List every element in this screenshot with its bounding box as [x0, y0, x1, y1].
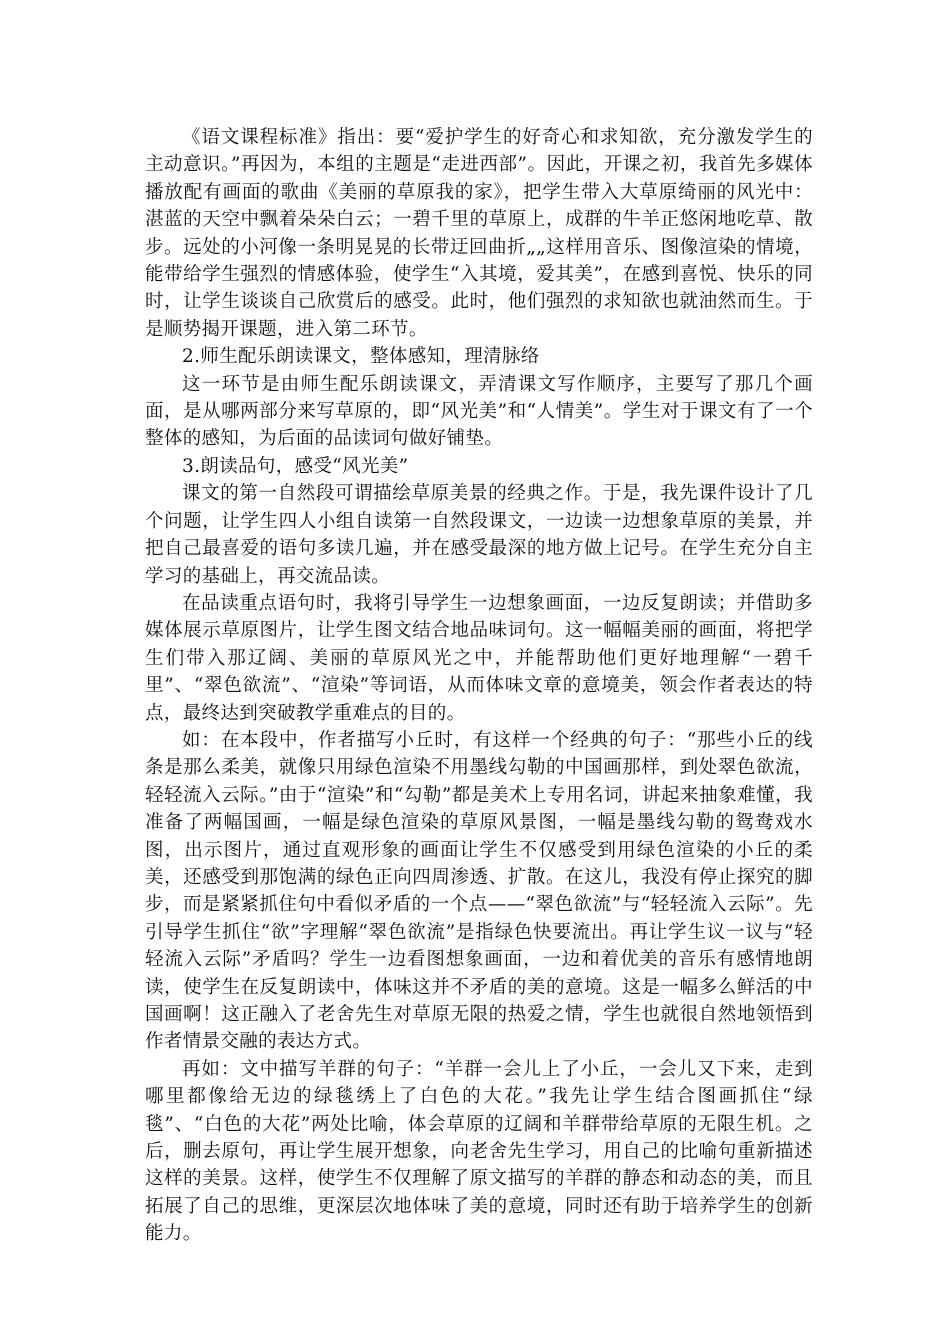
paragraph-reading-overview: 这一环节是由师生配乐朗读课文，弄清课文写作顺序，主要写了那几个画面，是从哪两部分来写草原的，即“风光美”和“人情美”。学生对于课文有了一个整体的感知，为后面的品读词句做好铺垫。	[145, 373, 813, 450]
paragraph-hills-example: 如：在本段中，作者描写小丘时，有这样一个经典的句子：“那些小丘的线条是那么柔美，就像只用绿色渲染不用墨线勾勒的中国画那样，到处翠色欲流，轻轻流入云际。”由于“渲染”和“勾勒”都是美术上专用名词，讲起来抽象难懂，我准备了两幅国画，一幅是绿色渲染的草原风景图，一幅是墨线勾勒的鸳鸯戏水图，出示图片，通过直观形象的画面让学生不仅感受到用绿色渲染的小丘的柔美，还感受到那饱满的绿色正向四周渗透、扩散。在这儿，我没有停止探究的脚步，而是紧紧抓住句中看似矛盾的一个点——“翠色欲流”与“轻轻流入云际”。先引导学生抓住“欲”字理解“翠色欲流”是指绿色快要流出。再让学生议一议与“轻轻流入云际”矛盾吗？学生一边看图想象画面，一边和着优美的音乐有感情地朗读，使学生在反复朗读中，体味这并不矛盾的美的意境。这是一幅多么鲜活的中国画啊！这正融入了老舍先生对草原无限的热爱之情，学生也就很自然地领悟到作者情景交融的表达方式。	[145, 729, 813, 1053]
paragraph-first-section: 课文的第一自然段可谓描绘草原美景的经典之作。于是，我先课件设计了几个问题，让学生四人小组自读第一自然段课文，一边读一边想象草原的美景，并把自己最喜爱的语句多读几遍，并在感受最深的地方做上记号。在学生充分自主学习的基础上，再交流品读。	[145, 483, 813, 587]
document-page	[145, 124, 813, 1248]
section-heading-3: 3.朗读品句，感受“风光美”	[182, 455, 409, 477]
paragraph-key-sentences: 在品读重点语句时，我将引导学生一边想象画面，一边反复朗读；并借助多媒体展示草原图片，让学生图文结合地品味词句。这一幅幅美丽的画面，将把学生们带入那辽阔、美丽的草原风光之中，并能帮助他们更好地理解“一碧千里”、“翠色欲流”、“渲染”等词语，从而体味文章的意境美，领会作者表达的特点，最终达到突破教学重难点的目的。	[145, 592, 813, 724]
section-heading-2: 2.师生配乐朗读课文，整体感知，理清脉络	[182, 346, 540, 368]
paragraph-intro-music: 《语文课程标准》指出：要“爱护学生的好奇心和求知欲，充分激发学生的主动意识。”再因为，本组的主题是“走进西部”。因此，开课之初，我首先多媒体播放配有画面的歌曲《美丽的草原我的家》，把学生带入大草原绮丽的风光中：湛蓝的天空中飘着朵朵白云；一碧千里的草原上，成群的牛羊正悠闲地吃草、散步。远处的小河像一条明晃晃的长带迂回曲折„„这样用音乐、图像渲染的情境，能带给学生强烈的情感体验，使学生“入其境，爱其美”，在感到喜悦、快乐的同时，让学生谈谈自己欣赏后的感受。此时，他们强烈的求知欲也就油然而生。于是顺势揭开课题，进入第二环节。	[145, 127, 813, 340]
paragraph-sheep-example: 再如：文中描写羊群的句子：“羊群一会儿上了小丘，一会儿又下来，走到哪里都像给无边的绿毯绣上了白色的大花。”我先让学生结合图画抓住“绿毯”、“白色的大花”两处比喻，体会草原的辽阔和羊群带给草原的无限生机。之后，删去原句，再让学生展开想象，向老舍先生学习，用自己的比喻句重新描述这样的美景。这样，使学生不仅理解了原文描写的羊群的静态和动态的美，而且拓展了自己的思维，更深层次地体味了美的意境，同时还有助于培养学生的创新能力。	[145, 1058, 813, 1245]
